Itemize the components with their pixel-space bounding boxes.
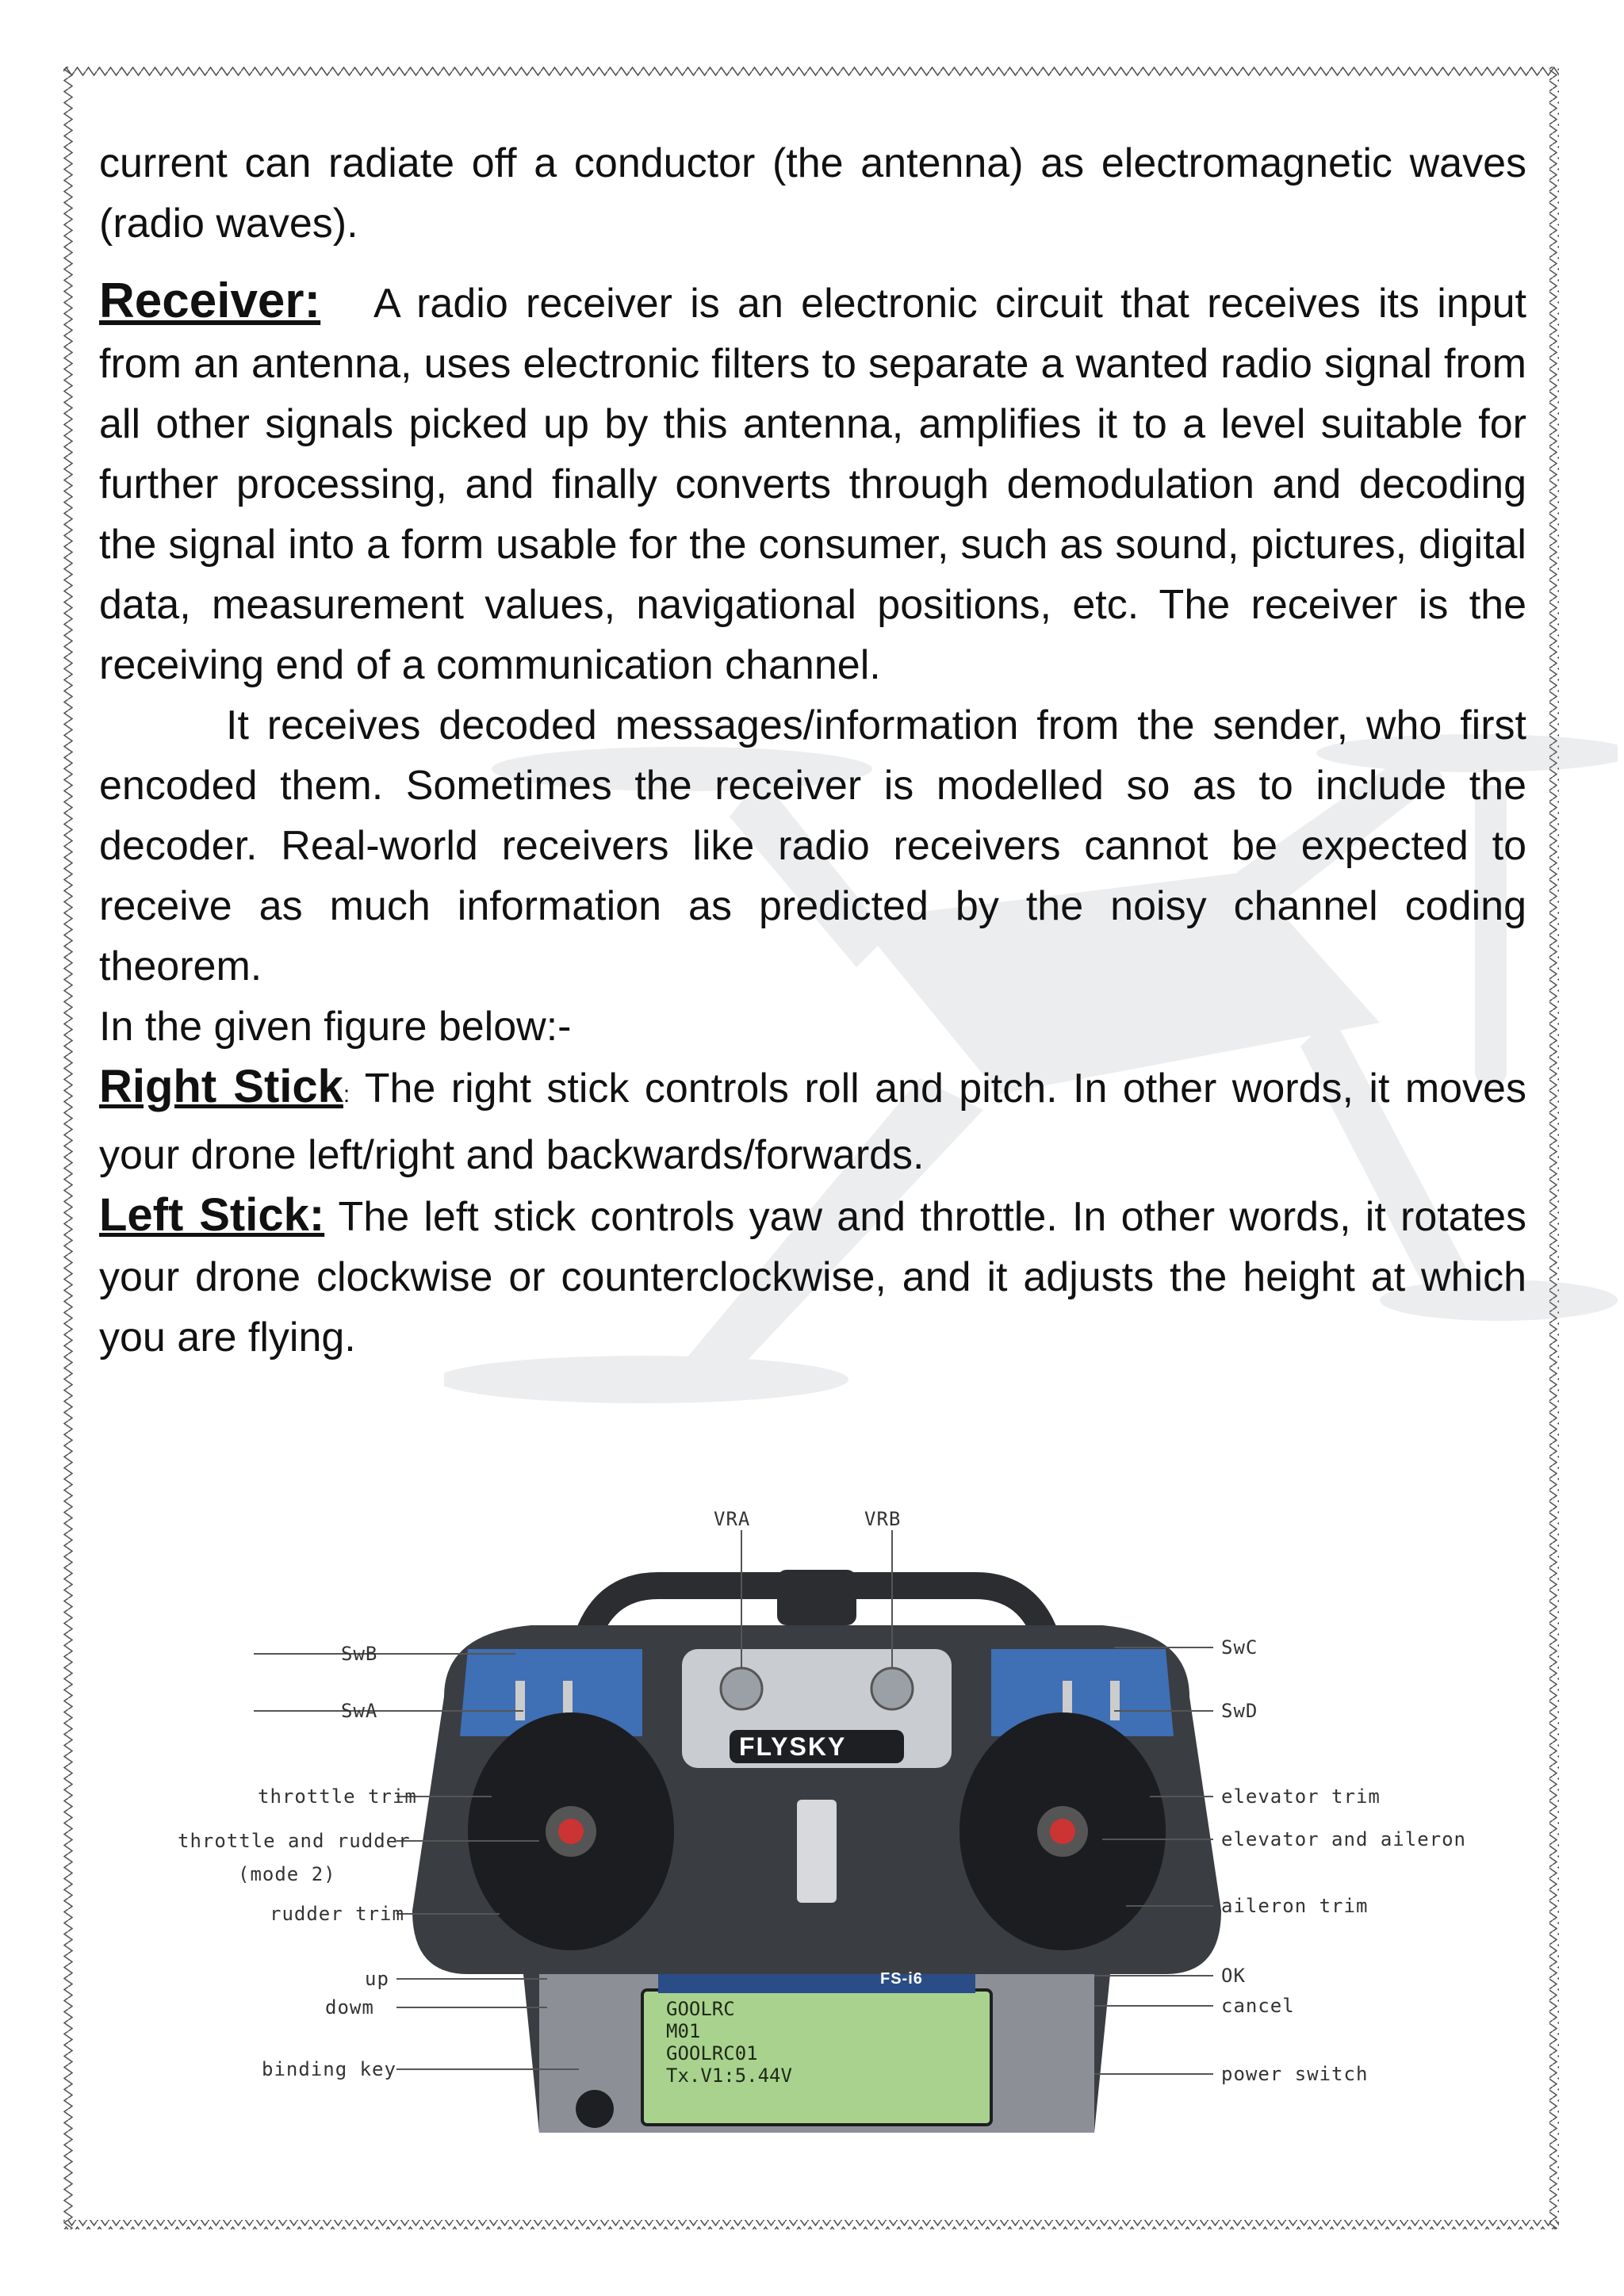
- receiver-paragraph: [99, 271, 1526, 695]
- brand-logo-text: FLYSKY: [739, 1732, 847, 1761]
- label-up: up: [365, 1968, 389, 1990]
- label-down: dowm: [325, 1996, 374, 2019]
- right-stick-heading: Right Stick: [99, 1061, 343, 1112]
- label-swb: SwB: [341, 1643, 378, 1665]
- lcd-line-1: GOOLRC: [666, 1998, 735, 2020]
- document-body: [99, 133, 1526, 1368]
- label-aileron-trim: aileron trim: [1221, 1895, 1369, 1917]
- receiver-heading: Receiver:: [99, 274, 321, 328]
- right-stick-paragraph: [99, 1057, 1526, 1185]
- label-vra: VRA: [714, 1508, 751, 1530]
- label-swa: SwA: [341, 1700, 378, 1722]
- label-elevator-aileron: elevator and aileron: [1221, 1828, 1466, 1850]
- right-stick-text: The right stick controls roll and pitch. In other words, it moves your drone left/right and backwards/forwards.: [99, 1066, 1526, 1178]
- label-rudder-trim: rudder trim: [270, 1903, 404, 1925]
- left-stick-text: The left stick controls yaw and throttle. In other words, it rotates your drone clockwise or counterclockwise, and it adjusts the height at which you are flying.: [99, 1194, 1527, 1360]
- right-stick-separator: :: [343, 1081, 350, 1108]
- receiver-text: A radio receiver is an electronic circuit that receives its input from an antenna, uses electronic filters to separate a wanted radio signal from all other signals picked up by this antenna, amplifies it to a level suitable for further processing, and finally converts through demodulation and decoding the signal into a form usable for the consumer, such as sound, pictures, digital data, measurement values, navigational positions, etc. The receiver is the receiving end of a communication channel.: [99, 281, 1526, 688]
- receiver-detail-paragraph: It receives decoded messages/information from the sender, who first encoded them. Sometimes the receiver is modelled so as to include the decoder. Real-world receivers like radio receivers cannot be expected to receive as much information as predicted by the noisy channel coding theorem.: [99, 702, 1526, 989]
- label-power-switch: power switch: [1221, 2063, 1369, 2085]
- figure-intro: In the given figure below:-: [99, 1004, 572, 1050]
- left-stick-heading: Left Stick:: [99, 1189, 325, 1241]
- label-mode-2: (mode 2): [238, 1863, 336, 1885]
- label-cancel: cancel: [1221, 1995, 1295, 2017]
- label-elevator-trim: elevator trim: [1221, 1785, 1381, 1808]
- label-binding-key: binding key: [262, 2058, 396, 2080]
- lcd-line-4: Tx.V1:5.44V: [666, 2064, 792, 2087]
- left-stick-paragraph: [99, 1185, 1526, 1368]
- lcd-screen: [666, 1998, 967, 2087]
- intro-paragraph: current can radiate off a conductor (the antenna) as electromagnetic waves (radio waves).: [99, 140, 1526, 247]
- label-swd: SwD: [1221, 1700, 1258, 1722]
- lcd-line-2: M01: [666, 2020, 701, 2042]
- transmitter-figure: [167, 1498, 1467, 2149]
- lcd-line-3: GOOLRC01: [666, 2042, 758, 2064]
- label-vrb: VRB: [864, 1508, 902, 1530]
- label-throttle-rudder: throttle and rudder: [178, 1830, 411, 1852]
- model-label: FS-i6: [880, 1970, 923, 1988]
- label-throttle-trim: throttle trim: [258, 1785, 417, 1808]
- label-swc: SwC: [1221, 1636, 1258, 1659]
- label-ok: OK: [1221, 1965, 1246, 1987]
